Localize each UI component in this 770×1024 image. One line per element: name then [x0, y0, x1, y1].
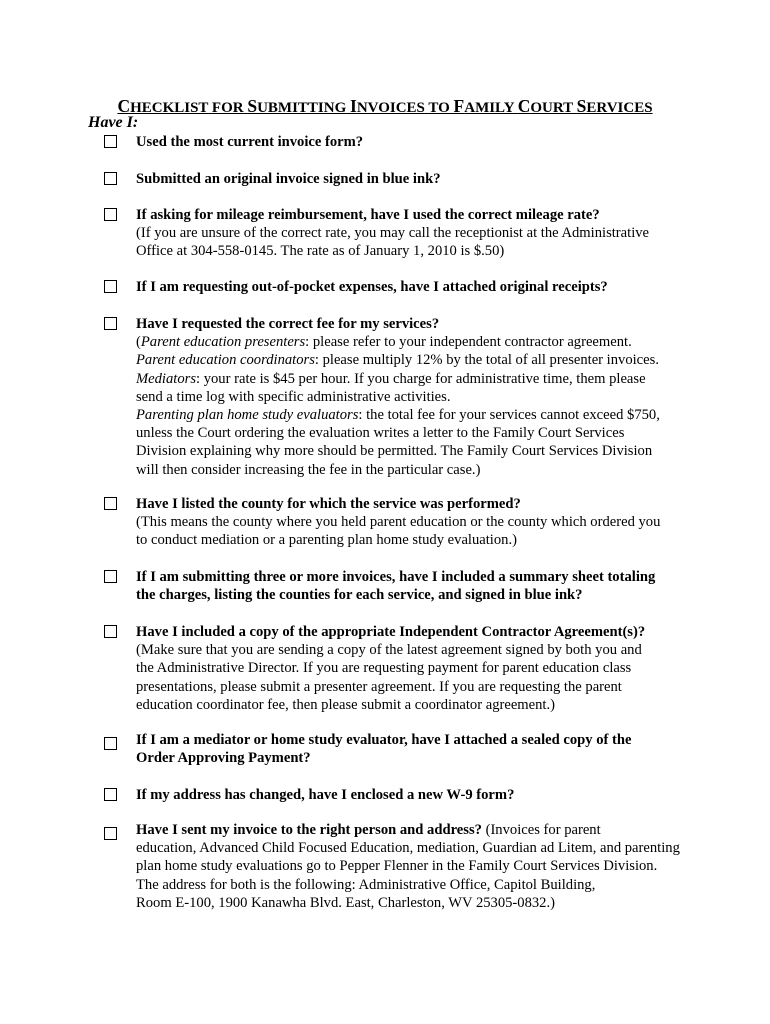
- item-detail: unless the Court ordering the evaluation writes a letter to the Family Court Services: [136, 425, 625, 442]
- checkbox[interactable]: [104, 625, 117, 638]
- item-question: If asking for mileage reimbursement, have I used the correct mileage rate?: [136, 207, 600, 223]
- item-question: Have I listed the county for which the service was performed?: [136, 496, 521, 512]
- item-detail: (Make sure that you are sending a copy of the latest agreement signed by both you and: [136, 642, 642, 659]
- checklist-item-contractor-agreement: [104, 623, 744, 714]
- checklist-item-w9-form: [104, 786, 744, 804]
- item-detail: Parent education coordinators: please multiply 12% by the total of all presenter invoices.: [136, 352, 659, 369]
- checklist-item-summary-sheet: [104, 568, 744, 604]
- checkbox[interactable]: [104, 788, 117, 801]
- item-detail: (This means the county where you held parent education or the county which ordered you: [136, 514, 661, 531]
- checkbox[interactable]: [104, 737, 117, 750]
- checklist-item-sealed-order: [104, 731, 744, 767]
- item-detail: Mediators: your rate is $45 per hour. If you charge for administrative time, them please: [136, 370, 646, 387]
- item-detail: Parenting plan home study evaluators: the total fee for your services cannot exceed $750,: [136, 407, 660, 424]
- item-question: If my address has changed, have I enclosed a new W-9 form?: [136, 787, 515, 803]
- item-question: Order Approving Payment?: [136, 750, 311, 767]
- item-question: Have I requested the correct fee for my services?: [136, 316, 440, 332]
- checkbox[interactable]: [104, 317, 117, 330]
- checklist-item-county-listed: [104, 495, 744, 550]
- checklist-item-original-receipts: [104, 278, 744, 296]
- item-question: If I am submitting three or more invoices, have I included a summary sheet totaling: [136, 569, 656, 585]
- item-detail: Office at 304-558-0145. The rate as of January 1, 2010 is $.50): [136, 243, 505, 260]
- checklist-item-mileage-rate: [104, 206, 744, 261]
- item-detail: Division explaining why more should be permitted. The Family Court Services Division: [136, 443, 653, 460]
- item-detail: Room E-100, 1900 Kanawha Blvd. East, Charleston, WV 25305-0832.): [136, 894, 555, 911]
- have-i-label: Have I:: [88, 114, 139, 131]
- item-question: Submitted an original invoice signed in blue ink?: [136, 171, 441, 187]
- item-question: If I am a mediator or home study evaluator, have I attached a sealed copy of the: [136, 732, 632, 748]
- item-question: Have I included a copy of the appropriate Independent Contractor Agreement(s)?: [136, 624, 646, 640]
- item-detail: will then consider increasing the fee in the particular case.): [136, 461, 481, 478]
- checkbox[interactable]: [104, 280, 117, 293]
- checkbox[interactable]: [104, 497, 117, 510]
- checklist-item-original-invoice-blue-ink: [104, 170, 744, 188]
- checkbox[interactable]: [104, 208, 117, 221]
- checklist-item-right-address: [104, 821, 744, 912]
- item-detail: (If you are unsure of the correct rate, you may call the receptionist at the Administrative: [136, 225, 650, 242]
- item-question-line: Have I sent my invoice to the right person and address? (Invoices for parent: [136, 822, 601, 838]
- checkbox[interactable]: [104, 570, 117, 583]
- item-detail: education coordinator fee, then please submit a coordinator agreement.): [136, 696, 555, 713]
- item-detail: (Parent education presenters: please refer to your independent contractor agreement.: [136, 334, 632, 351]
- checkbox[interactable]: [104, 827, 117, 840]
- item-detail: plan home study evaluations go to Pepper Flenner in the Family Court Services Division.: [136, 858, 658, 875]
- item-detail: education, Advanced Child Focused Education, mediation, Guardian ad Litem, and parenting: [136, 840, 680, 857]
- item-detail: send a time log with specific administrative activities.: [136, 388, 451, 405]
- item-question: If I am requesting out-of-pocket expenses, have I attached original receipts?: [136, 279, 608, 295]
- item-detail: The address for both is the following: Administrative Office, Capitol Building,: [136, 876, 596, 893]
- checkbox[interactable]: [104, 135, 117, 148]
- item-detail: the Administrative Director. If you are requesting payment for parent education class: [136, 660, 632, 677]
- item-detail: presentations, please submit a presenter agreement. If you are requesting the parent: [136, 678, 622, 695]
- item-question: the charges, listing the counties for each service, and signed in blue ink?: [136, 587, 583, 604]
- item-detail: to conduct mediation or a parenting plan home study evaluation.): [136, 532, 517, 549]
- checkbox[interactable]: [104, 172, 117, 185]
- checklist-item-correct-fee: [104, 315, 744, 479]
- checklist-item-current-invoice-form: [104, 133, 744, 151]
- page-title: CHECKLIST FOR SUBMITTING INVOICES TO FAMILY COURT SERVICES: [117, 96, 653, 116]
- item-question: Used the most current invoice form?: [136, 134, 364, 150]
